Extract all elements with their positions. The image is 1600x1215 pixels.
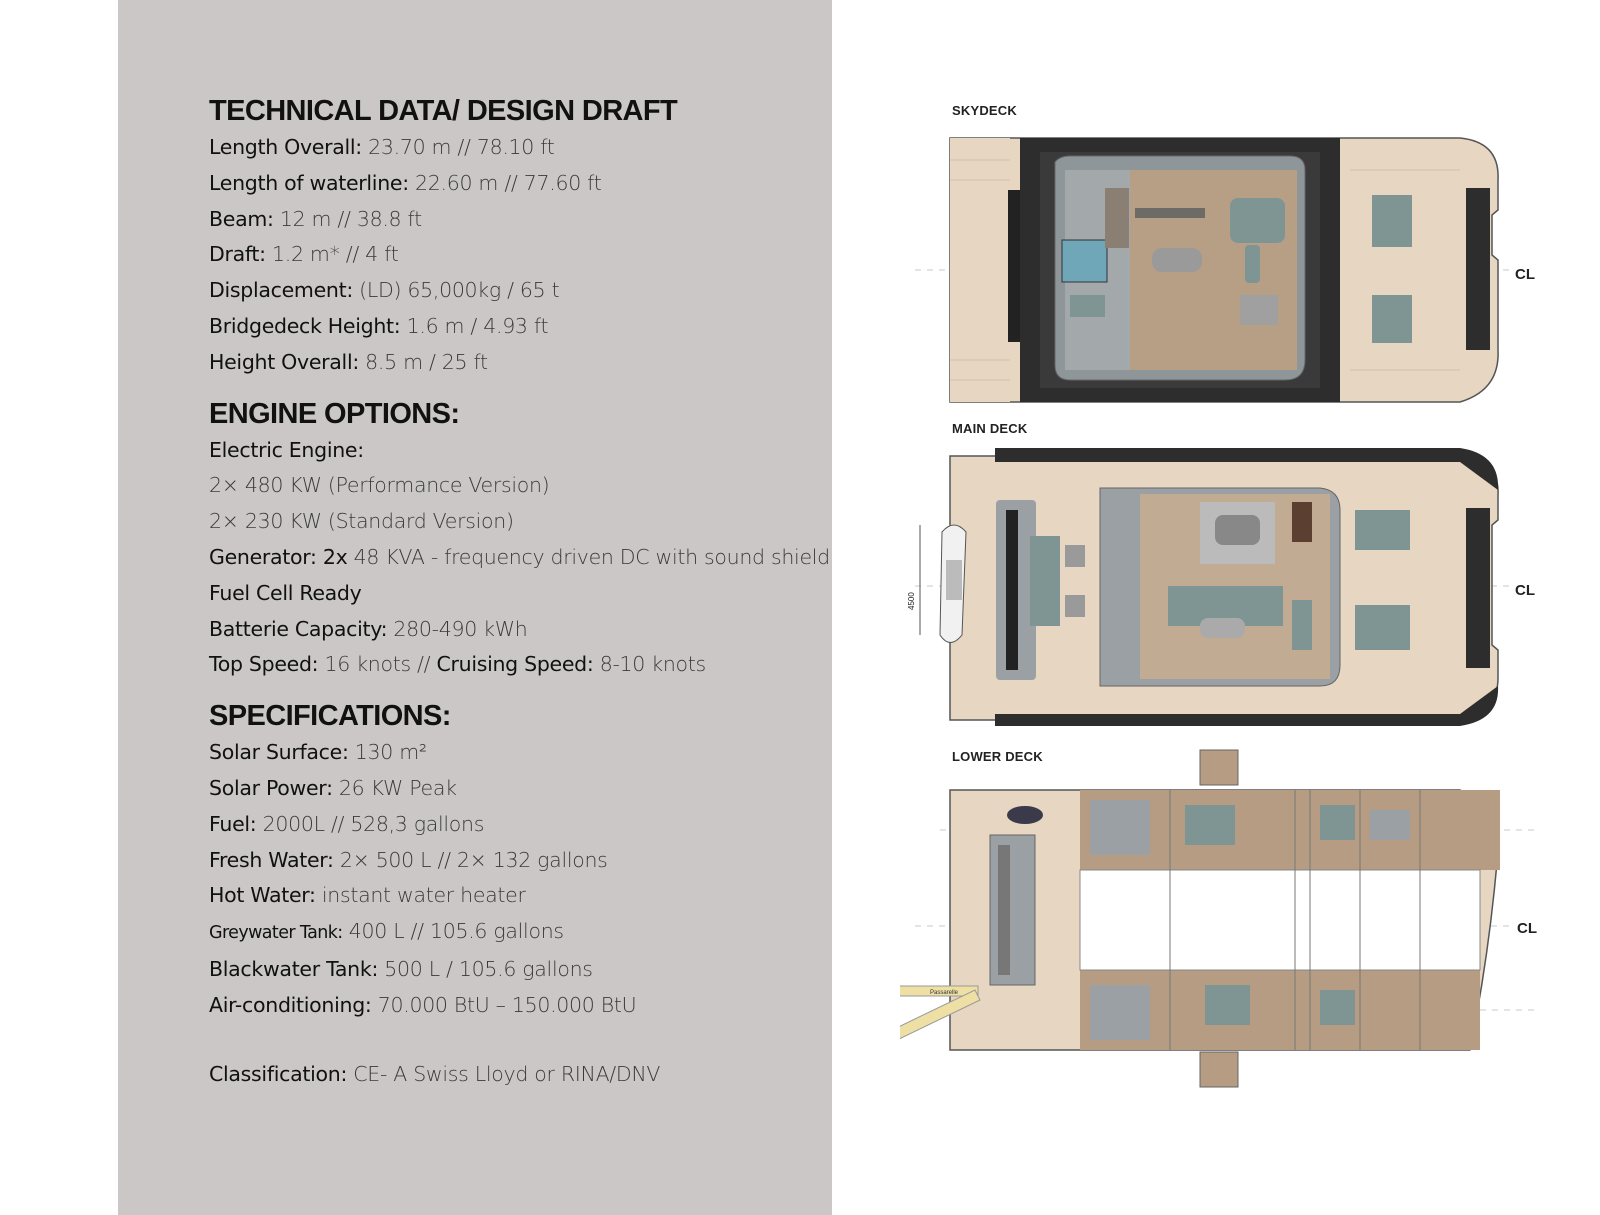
technical-data-row: Length Overall: 23.70 m // 78.10 ft [209, 135, 555, 159]
solar-power-row: Solar Power: 26 KW Peak [209, 775, 457, 800]
blackwater-row: Blackwater Tank: 500 L / 105.6 gallons [209, 956, 593, 981]
fresh-water-row: Fresh Water: 2× 500 L // 2× 132 gallons [209, 847, 608, 872]
spec-content [209, 92, 829, 1092]
technical-data-heading: TECHNICAL DATA/ DESIGN DRAFT [209, 95, 678, 127]
specifications-heading: SPECIFICATIONS: [209, 700, 451, 733]
technical-data-row: Length of waterline: 22.60 m // 77.60 ft [209, 170, 602, 195]
technical-data-row: Height Overall: 8.5 m / 25 ft [209, 349, 488, 374]
standard-version: 2× 230 KW (Standard Version) [209, 509, 514, 534]
technical-data-list [209, 130, 829, 381]
hot-water-row: Hot Water: instant water heater [209, 883, 526, 908]
lower-deck-label: LOWER DECK [952, 749, 1043, 764]
fuel-row: Fuel: 2000L // 528,3 gallons [209, 811, 485, 836]
centerline-label-skydeck: CL [1515, 266, 1535, 283]
deck-plans [900, 90, 1600, 1140]
centerline-label-main: CL [1515, 582, 1535, 599]
engine-options-heading: ENGINE OPTIONS: [209, 397, 460, 430]
speed-row: Top Speed: 16 knots // Cruising Speed: 8-10 knots [209, 652, 706, 677]
lower-deck-plan [900, 750, 1500, 1087]
classification-row: Classification: CE- A Swiss Lloyd or RINA/DNV [209, 1061, 661, 1086]
technical-data-row: Bridgedeck Height: 1.6 m / 4.93 ft [209, 313, 549, 338]
electric-engine-label: Electric Engine: [209, 437, 364, 462]
technical-data-row: Beam: 12 m // 38.8 ft [209, 206, 422, 231]
passerelle-label: Passarelle [930, 990, 959, 996]
greywater-row: Greywater Tank: 400 L // 105.6 gallons [209, 919, 564, 944]
generator-row: Generator: 2x 48 KVA - frequency driven DC with sound shield [209, 544, 830, 569]
main-deck-label: MAIN DECK [952, 421, 1028, 436]
main-deck-plan [907, 448, 1498, 726]
performance-version: 2× 480 KW (Performance Version) [209, 473, 550, 498]
deck-plan-drawing [900, 90, 1600, 1140]
technical-data-row: Displacement: (LD) 65,000kg / 65 t [209, 278, 560, 303]
tender-dimension: 4500 [907, 592, 916, 610]
technical-data-row: Draft: 1.2 m* // 4 ft [209, 242, 399, 267]
skydeck-label: SKYDECK [952, 103, 1017, 118]
solar-surface-row: Solar Surface: 130 m² [209, 740, 427, 765]
battery-row: Batterie Capacity: 280-490 kWh [209, 616, 528, 641]
fuel-cell-row: Fuel Cell Ready [209, 580, 362, 605]
centerline-label-lower: CL [1517, 920, 1537, 937]
air-conditioning-row: Air-conditioning: 70.000 BtU – 150.000 BtU [209, 992, 637, 1017]
skydeck-plan [950, 138, 1498, 402]
